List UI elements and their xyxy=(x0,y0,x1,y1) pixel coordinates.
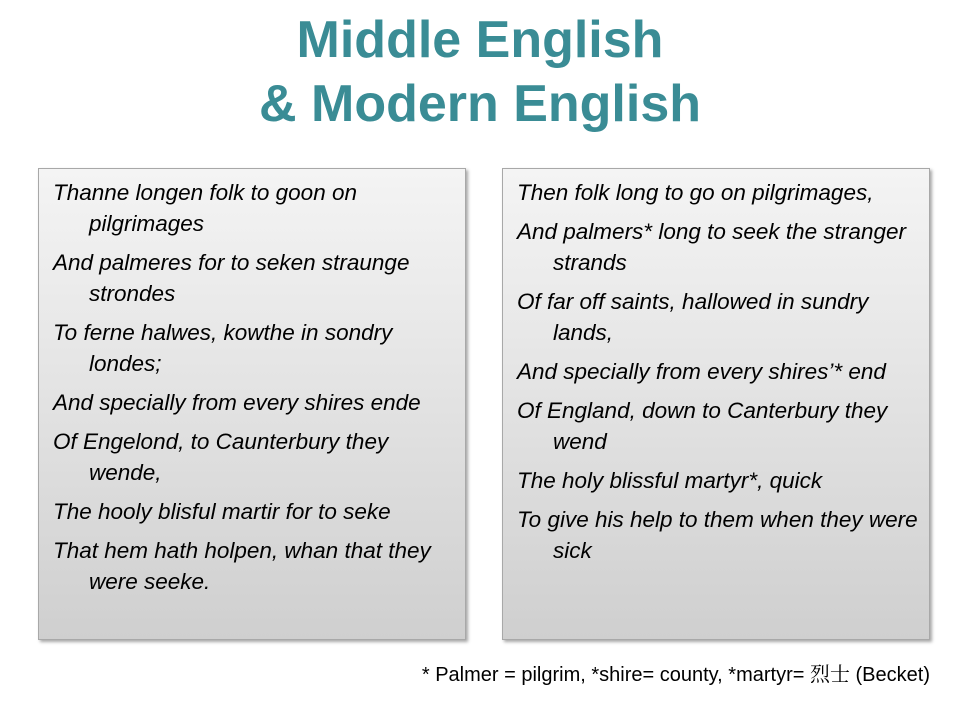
middle-english-line-4: And specially from every shires ende xyxy=(53,390,421,415)
modern-english-textbox xyxy=(502,168,930,640)
title-line-2: & Modern English xyxy=(259,75,701,133)
modern-english-line-7: To give his help to them when they were sick xyxy=(517,507,918,563)
modern-english-line-6: The holy blissful martyr*, quick xyxy=(517,468,823,493)
modern-english-line-3: Of far off saints, hallowed in sundry lands, xyxy=(517,289,869,345)
modern-english-line-1: Then folk long to go on pilgrimages, xyxy=(517,180,874,205)
middle-english-line-5: Of Engelond, to Caunterbury they wende, xyxy=(53,429,389,485)
slide-title xyxy=(0,8,960,136)
glossary-footnote: * Palmer = pilgrim, *shire= county, *martyr= 烈士 (Becket) xyxy=(421,664,930,686)
modern-english-line-5: Of England, down to Canterbury they wend xyxy=(517,398,888,454)
middle-english-line-1: Thanne longen folk to goon on pilgrimages xyxy=(53,180,357,236)
middle-english-textbox xyxy=(38,168,466,640)
middle-english-line-2: And palmeres for to seken straunge strondes xyxy=(53,250,410,306)
modern-english-line-4: And specially from every shires’* end xyxy=(517,359,886,384)
title-line-1: Middle English xyxy=(296,11,664,69)
middle-english-line-3: To ferne halwes, kowthe in sondry londes; xyxy=(53,320,393,376)
modern-english-line-2: And palmers* long to seek the stranger strands xyxy=(517,219,906,275)
middle-english-line-6: The hooly blisful martir for to seke xyxy=(53,499,391,524)
middle-english-line-7: That hem hath holpen, whan that they were seeke. xyxy=(53,538,431,594)
